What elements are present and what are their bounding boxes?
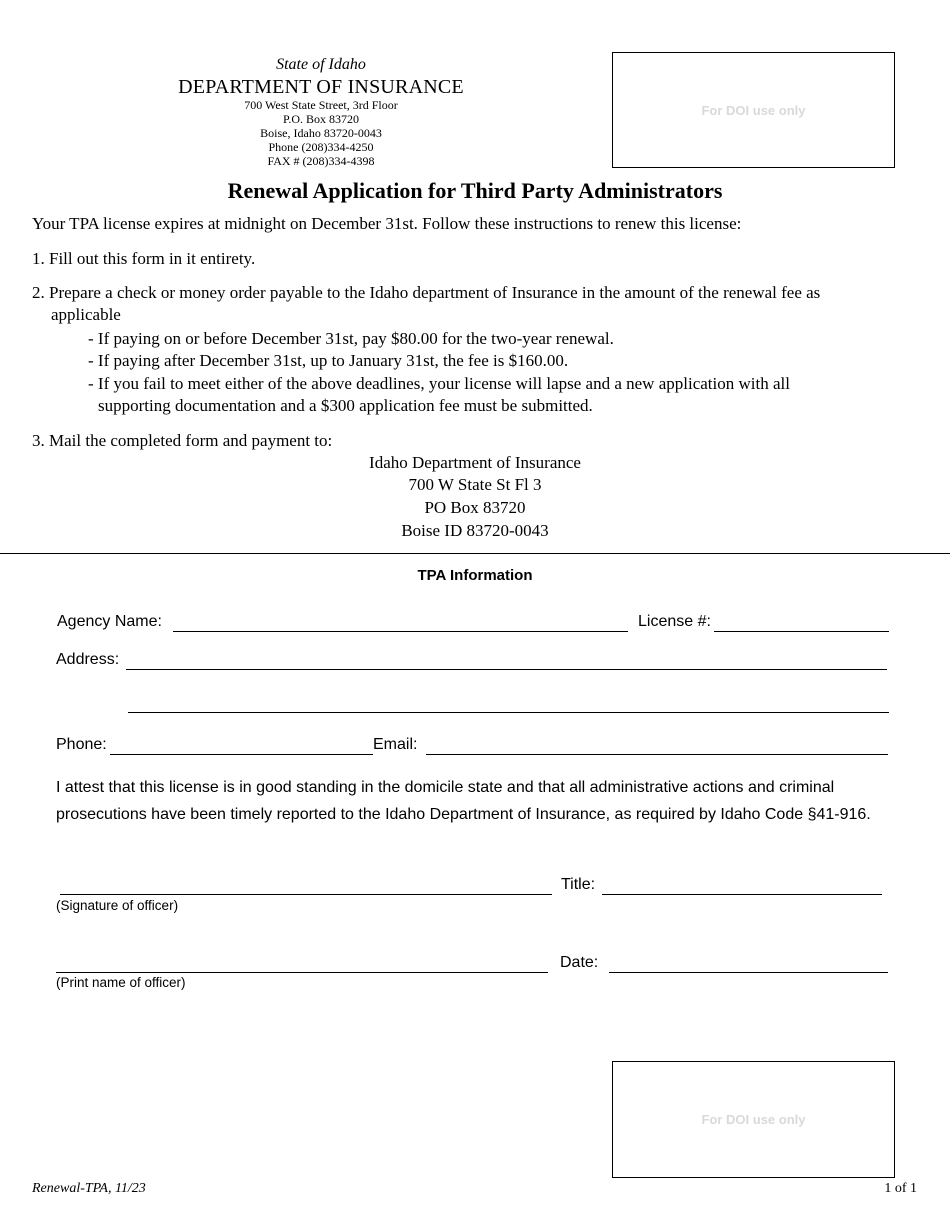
title-label: Title: bbox=[561, 876, 596, 893]
agency-name-field[interactable] bbox=[173, 631, 628, 632]
phone-label: Phone: bbox=[56, 736, 107, 753]
email-field[interactable] bbox=[426, 754, 888, 755]
fee-bullet-1: - If paying on or before December 31st, pay $80.00 for the two-year renewal. bbox=[88, 329, 614, 348]
doi-use-box-top bbox=[612, 52, 895, 168]
step-2: 2. Prepare a check or money order payable to the Idaho department of Insurance in the amount of the renewal fee as bbox=[32, 283, 821, 302]
form-id: Renewal-TPA, 11/23 bbox=[32, 1181, 146, 1196]
step-2-continued: applicable bbox=[51, 305, 121, 324]
mail-address-line: PO Box 83720 bbox=[424, 498, 526, 517]
license-number-label: License #: bbox=[638, 613, 711, 630]
phone-field[interactable] bbox=[110, 754, 373, 755]
step-1: 1. Fill out this form in it entirety. bbox=[32, 249, 256, 268]
mail-address-line: Idaho Department of Insurance bbox=[369, 453, 581, 472]
header-state: State of Idaho bbox=[276, 56, 366, 73]
address-field-line-1[interactable] bbox=[126, 669, 887, 670]
doi-use-label: For DOI use only bbox=[701, 102, 806, 118]
section-divider bbox=[0, 553, 950, 554]
signature-caption: (Signature of officer) bbox=[56, 898, 179, 913]
header-address-line: Phone (208)334-4250 bbox=[268, 140, 374, 154]
signature-field[interactable] bbox=[60, 894, 552, 895]
doi-use-label: For DOI use only bbox=[701, 1112, 806, 1127]
header-address-line: P.O. Box 83720 bbox=[282, 112, 359, 126]
license-number-field[interactable] bbox=[714, 631, 889, 632]
title-field[interactable] bbox=[602, 894, 882, 895]
header-department: DEPARTMENT OF INSURANCE bbox=[178, 76, 464, 98]
address-label: Address: bbox=[56, 651, 120, 668]
header-address-line: FAX # (208)334-4398 bbox=[267, 154, 375, 168]
header-address-line: 700 West State Street, 3rd Floor bbox=[244, 98, 398, 112]
print-name-caption: (Print name of officer) bbox=[56, 975, 186, 990]
page-number: 1 of 1 bbox=[884, 1181, 917, 1196]
fee-bullet-3: - If you fail to meet either of the above deadlines, your license will lapse and a new application with all bbox=[88, 374, 790, 393]
date-label: Date: bbox=[560, 954, 599, 971]
page-title: Renewal Application for Third Party Administrators bbox=[227, 178, 723, 203]
mail-address-line: Boise ID 83720-0043 bbox=[401, 521, 549, 540]
attestation-text: I attest that this license is in good standing in the domicile state and that all administrative actions and criminal prosecutions have been timely reported to the Idaho Department of Insurance, as required by Idaho Code §41-916. bbox=[56, 779, 871, 823]
agency-name-label: Agency Name: bbox=[57, 613, 162, 630]
doi-use-box-bottom bbox=[612, 1061, 895, 1178]
fee-bullet-2: - If paying after December 31st, up to January 31st, the fee is $160.00. bbox=[88, 351, 569, 370]
mail-address-line: 700 W State St Fl 3 bbox=[408, 475, 542, 494]
fee-bullet-3-continued: supporting documentation and a $300 application fee must be submitted. bbox=[98, 396, 593, 415]
header-address-line: Boise, Idaho 83720-0043 bbox=[260, 126, 382, 140]
date-field[interactable] bbox=[609, 972, 888, 973]
email-label: Email: bbox=[373, 736, 418, 753]
intro-text: Your TPA license expires at midnight on December 31st. Follow these instructions to renew this license: bbox=[32, 214, 742, 233]
address-field-line-2[interactable] bbox=[128, 712, 889, 713]
step-3: 3. Mail the completed form and payment to: bbox=[32, 431, 333, 450]
print-name-field[interactable] bbox=[56, 972, 548, 973]
tpa-section-title: TPA Information bbox=[417, 567, 533, 584]
